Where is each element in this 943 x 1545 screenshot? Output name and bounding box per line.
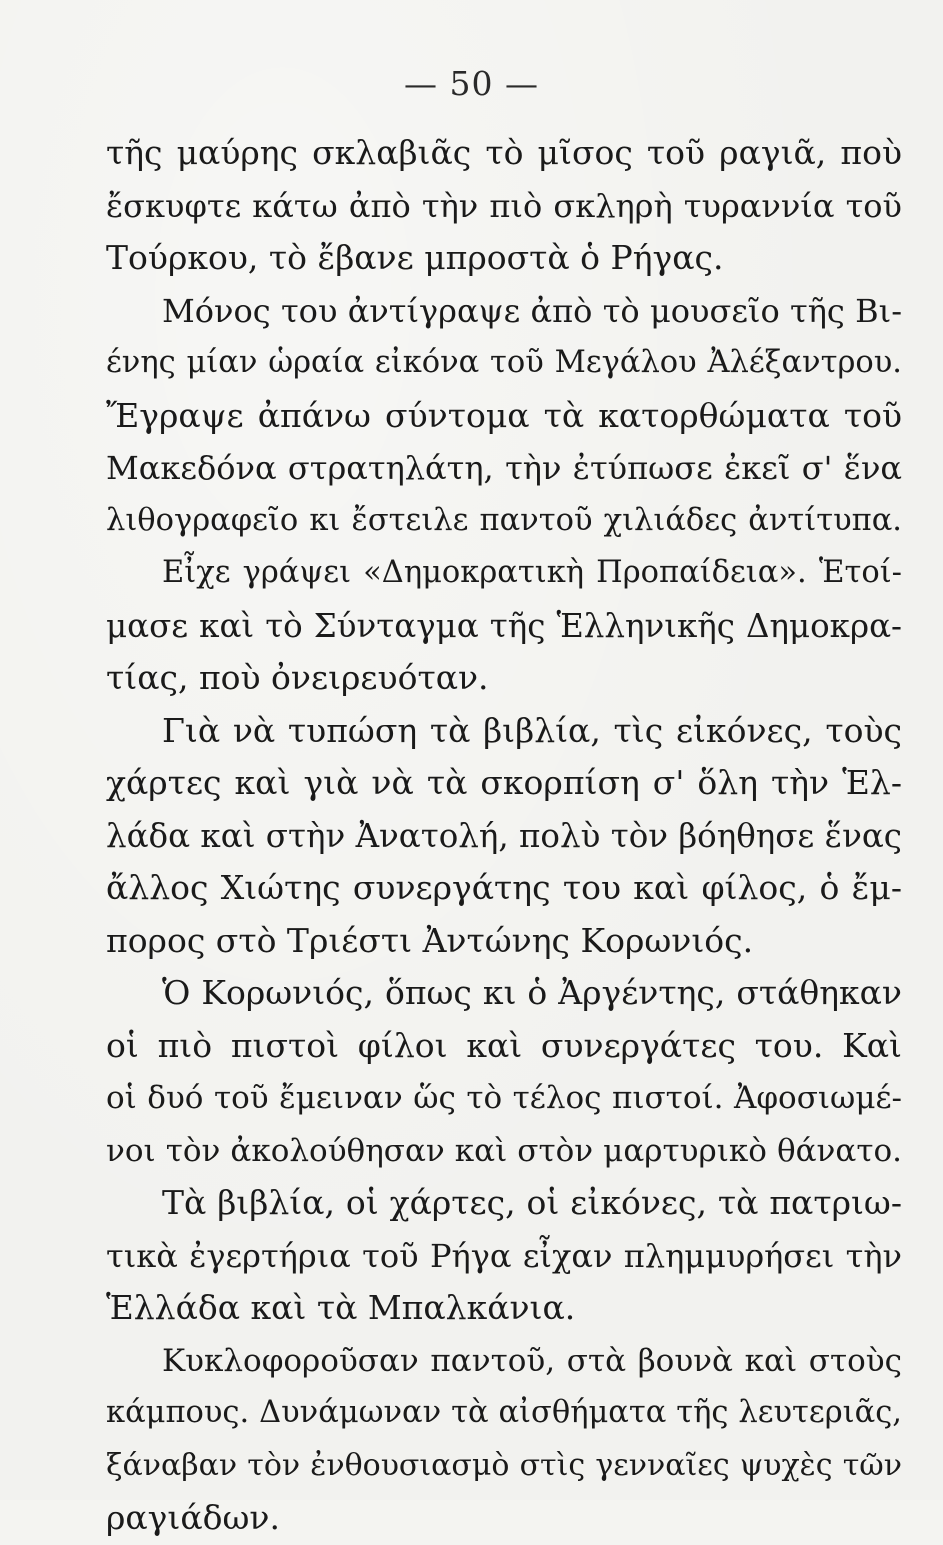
text-line: Γιὰ νὰ τυπώση τὰ βιβλία, τὶς εἰκόνες, τοὺς [162, 710, 902, 750]
text-line: Τούρκου, τὸ ἔβανε μπροστὰ ὁ Ρήγας. [106, 238, 724, 277]
text-line: λιθογραφεῖο κι ἔστειλε παντοῦ χιλιάδες ἀντίτυπα. [106, 502, 902, 538]
text-line: τίας, ποὺ ὀνειρευόταν. [106, 658, 489, 697]
text-line: χάρτες καὶ γιὰ νὰ τὰ σκορπίση σ' ὅλη τὴν Ἑλ- [106, 763, 902, 802]
text-line: ἔσκυφτε κάτω ἀπὸ τὴν πιὸ σκληρὴ τυραννία τοῦ [106, 186, 902, 225]
text-line: ραγιάδων. [106, 1498, 280, 1537]
text-line: πορος στὸ Τριέστι Ἀντώνης Κορωνιός. [106, 920, 754, 960]
text-line: ξάναβαν τὸν ἐνθουσιασμὸ στὶς γενναῖες ψυχὲς τῶν [106, 1447, 902, 1483]
text-line: ένης μίαν ὡραία εἰκόνα τοῦ Μεγάλου Ἀλέξαντρου. [106, 345, 902, 380]
text-line: οἱ πιὸ πιστοὶ φίλοι καὶ συνεργάτες του. Καὶ [106, 1025, 902, 1065]
text-line: τικὰ ἐγερτήρια τοῦ Ρήγα εἶχαν πλημμυρήσει τὴν [106, 1236, 902, 1275]
text-line: Εἶχε γράψει «Δημοκρατικὴ Προπαίδεια». Ἑτοί- [162, 555, 902, 590]
text-line: Κυκλοφοροῦσαν παντοῦ, στὰ βουνὰ καὶ στοὺς [162, 1342, 902, 1379]
text-line: Ἑλλάδα καὶ τὰ Μπαλκάνια. [106, 1288, 576, 1327]
text-line: τῆς μαύρης σκλαβιᾶς τὸ μῖσος τοῦ ραγιᾶ, ποὺ [106, 133, 902, 172]
text-line: Ἔγραψε ἀπάνω σύντομα τὰ κατορθώματα τοῦ [106, 395, 902, 435]
text-line: λάδα καὶ στὴν Ἀνατολή, πολὺ τὸν βόηθησε ἕνας [106, 816, 902, 855]
text-line: οἱ δυό τοῦ ἔμειναν ὥς τὸ τέλος πιστοί. Ἀφοσιωμέ- [106, 1080, 902, 1116]
text-line: νοι τὸν ἀκολούθησαν καὶ στὸν μαρτυρικὸ θάνατο. [106, 1132, 902, 1169]
body-text [106, 127, 902, 1545]
text-line: Μακεδόνα στρατηλάτη, τὴν ἐτύπωσε ἐκεῖ σ' ἕνα [106, 449, 902, 487]
text-line: Τὰ βιβλία, οἱ χάρτες, οἱ εἰκόνες, τὰ πατριω- [162, 1183, 902, 1222]
text-line: Μόνος του ἀντίγραψε ἀπὸ τὸ μουσεῖο τῆς Βι- [162, 291, 902, 330]
text-line: κάμπους. Δυνάμωναν τὰ αἰσθήματα τῆς λευτεριᾶς, [106, 1395, 902, 1430]
page-number: — 50 — [404, 64, 539, 103]
text-line: ἄλλος Χιώτης συνεργάτης του καὶ φίλος, ὁ ἔμ- [106, 868, 902, 907]
text-line: Ὁ Κορωνιός, ὅπως κι ὁ Ἀργέντης, στάθηκαν [162, 973, 902, 1012]
text-line: μασε καὶ τὸ Σύνταγμα τῆς Ἑλληνικῆς Δημοκρα- [106, 606, 902, 645]
